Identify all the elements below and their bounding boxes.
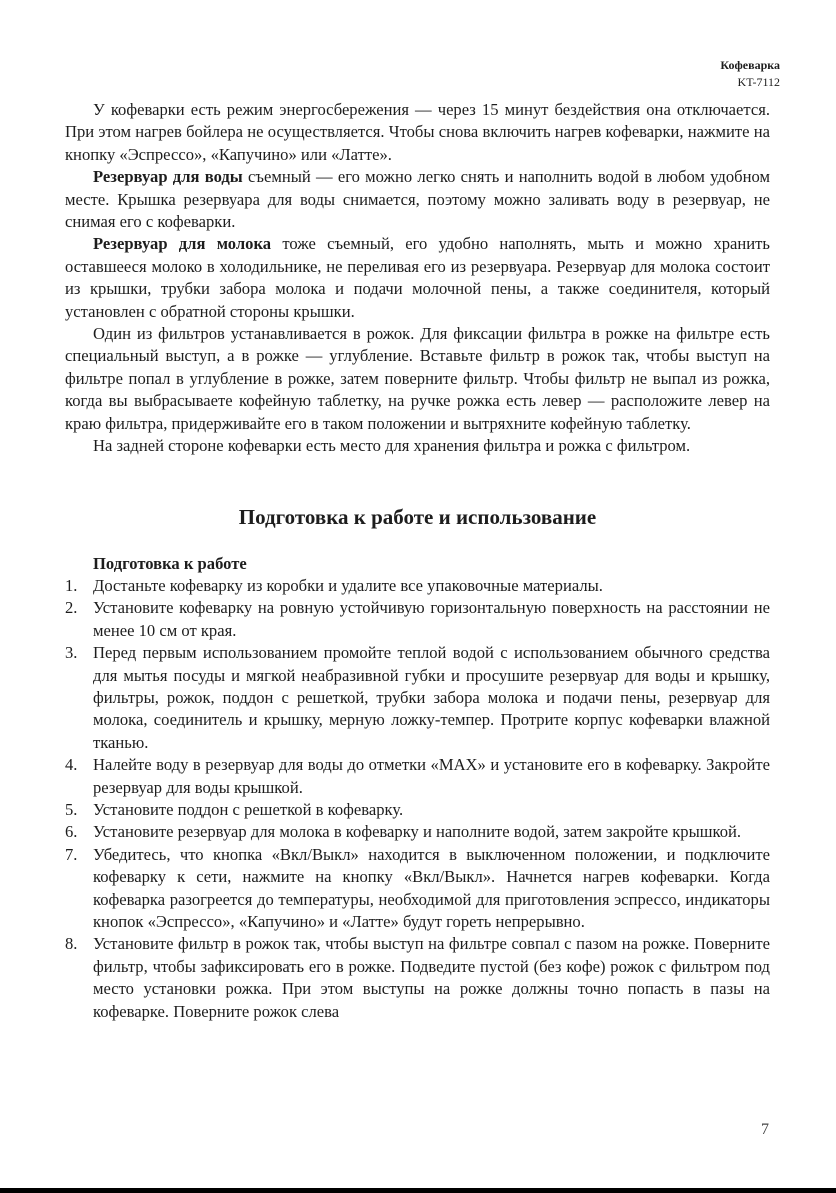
step-text: Достаньте кофеварку из коробки и удалите все упаковочные материалы. xyxy=(93,575,603,595)
step-text: Убедитесь, что кнопка «Вкл/Выкл» находится в выключенном положении, и подключите кофеварку к сети, нажмите на кнопку «Вкл/Выкл». Начнется нагрев кофеварки. Когда кофеварка разогреется до температуры, необходимой для приготовления эспрессо, индикаторы кнопок «Эспрессо», «Капучино» и «Латте» будут гореть непрерывно. xyxy=(93,844,770,931)
paragraph-lead: Резервуар для молока xyxy=(93,234,272,254)
list-item xyxy=(65,575,770,597)
intro-paragraph: На задней стороне кофеварки есть место для хранения фильтра и рожка с фильтром. xyxy=(93,436,691,456)
intro-paragraph: У кофеварки есть режим энергосбережения — через 15 минут бездействия она отключается. При этом нагрев бойлера не осуществляется. Чтобы снова включить нагрев кофеварки, нажмите на кнопку «Эспрессо», «Капучино» или «Латте». xyxy=(65,100,770,164)
list-item xyxy=(65,754,770,799)
paragraph-lead: Резервуар для воды xyxy=(93,167,243,187)
subheading: Подготовка к работе xyxy=(93,553,247,573)
header-title: Кофеварка xyxy=(720,58,780,72)
step-number: 3. xyxy=(65,643,78,663)
step-number: 6. xyxy=(65,822,78,842)
page-number: 7 xyxy=(761,1121,769,1138)
step-number: 5. xyxy=(65,799,78,819)
list-item xyxy=(65,642,770,754)
step-number: 7. xyxy=(65,844,78,864)
list-item xyxy=(65,597,770,642)
step-text: Установите кофеварку на ровную устойчивую горизонтальную поверхность на расстоянии не менее 10 см от края. xyxy=(93,598,770,640)
step-text: Налейте воду в резервуар для воды до отметки «MAX» и установите его в кофеварку. Закройте резервуар для воды крышкой. xyxy=(93,755,770,797)
step-text: Перед первым использованием промойте теплой водой с использованием обычного средства для мытья посуды и мягкой неабразивной губки и просушите резервуар для воды и крышку, фильтры, рожок, поддон с решеткой, трубки забора молока и подачи пены, резервуар для молока, соединитель и крышку, мерную ложку-темпер. Протрите корпус кофеварки влажной тканью. xyxy=(93,643,770,752)
list-item xyxy=(65,799,770,821)
list-item xyxy=(65,933,770,1023)
document-body xyxy=(65,99,770,1023)
step-text: Установите поддон с решеткой в кофеварку. xyxy=(93,799,404,819)
step-text: Установите фильтр в рожок так, чтобы выступ на фильтре совпал с пазом на рожке. Поверните фильтр, чтобы зафиксировать его в рожке. Подведите пустой (без кофе) рожок с фильтром под место установки рожка. При этом выступы на рожке должны точно попасть в пазы на кофеварке. Поверните рожок слева xyxy=(93,934,770,1021)
step-number: 8. xyxy=(65,934,78,954)
intro-paragraph: Один из фильтров устанавливается в рожок. Для фиксации фильтра в рожке на фильтре есть специальный выступ, а в рожке — углубление. Вставьте фильтр в рожок так, чтобы выступ на фильтре попал в углубление в рожке, затем поверните фильтр. Чтобы фильтр не выпал из рожка, когда вы выбрасываете кофейную таблетку, на ручке рожка есть левер — расположите левер на краю фильтра, придерживайте его в таком положении и вытряхните кофейную таблетку. xyxy=(65,324,770,433)
list-item xyxy=(65,821,770,843)
step-number: 1. xyxy=(65,575,78,595)
bottom-divider xyxy=(0,1188,836,1193)
step-number: 2. xyxy=(65,598,78,618)
list-item xyxy=(65,844,770,934)
steps-list xyxy=(65,575,770,1023)
step-number: 4. xyxy=(65,755,78,775)
step-text: Установите резервуар для молока в кофеварку и наполните водой, затем закройте крышкой. xyxy=(93,822,742,842)
header-model: KT-7112 xyxy=(737,75,780,89)
page-header xyxy=(720,57,780,91)
section-title: Подготовка к работе и использование xyxy=(238,504,597,529)
intro-paragraph: Резервуар для молока тоже съемный, его удобно наполнять, мыть и можно хранить оставшееся молоко в холодильнике, не переливая его из резервуара. Резервуар для молока состоит из крышки, трубки забора молока и подачи молочной пены, а также соединителя, который установлен с обратной стороны крышки. xyxy=(65,234,770,321)
intro-paragraph: Резервуар для воды съемный — его можно легко снять и наполнить водой в любом удобном месте. Крышка резервуара для воды снимается, поэтому можно заливать воду в резервуар, не снимая его с кофеварки. xyxy=(65,167,770,232)
